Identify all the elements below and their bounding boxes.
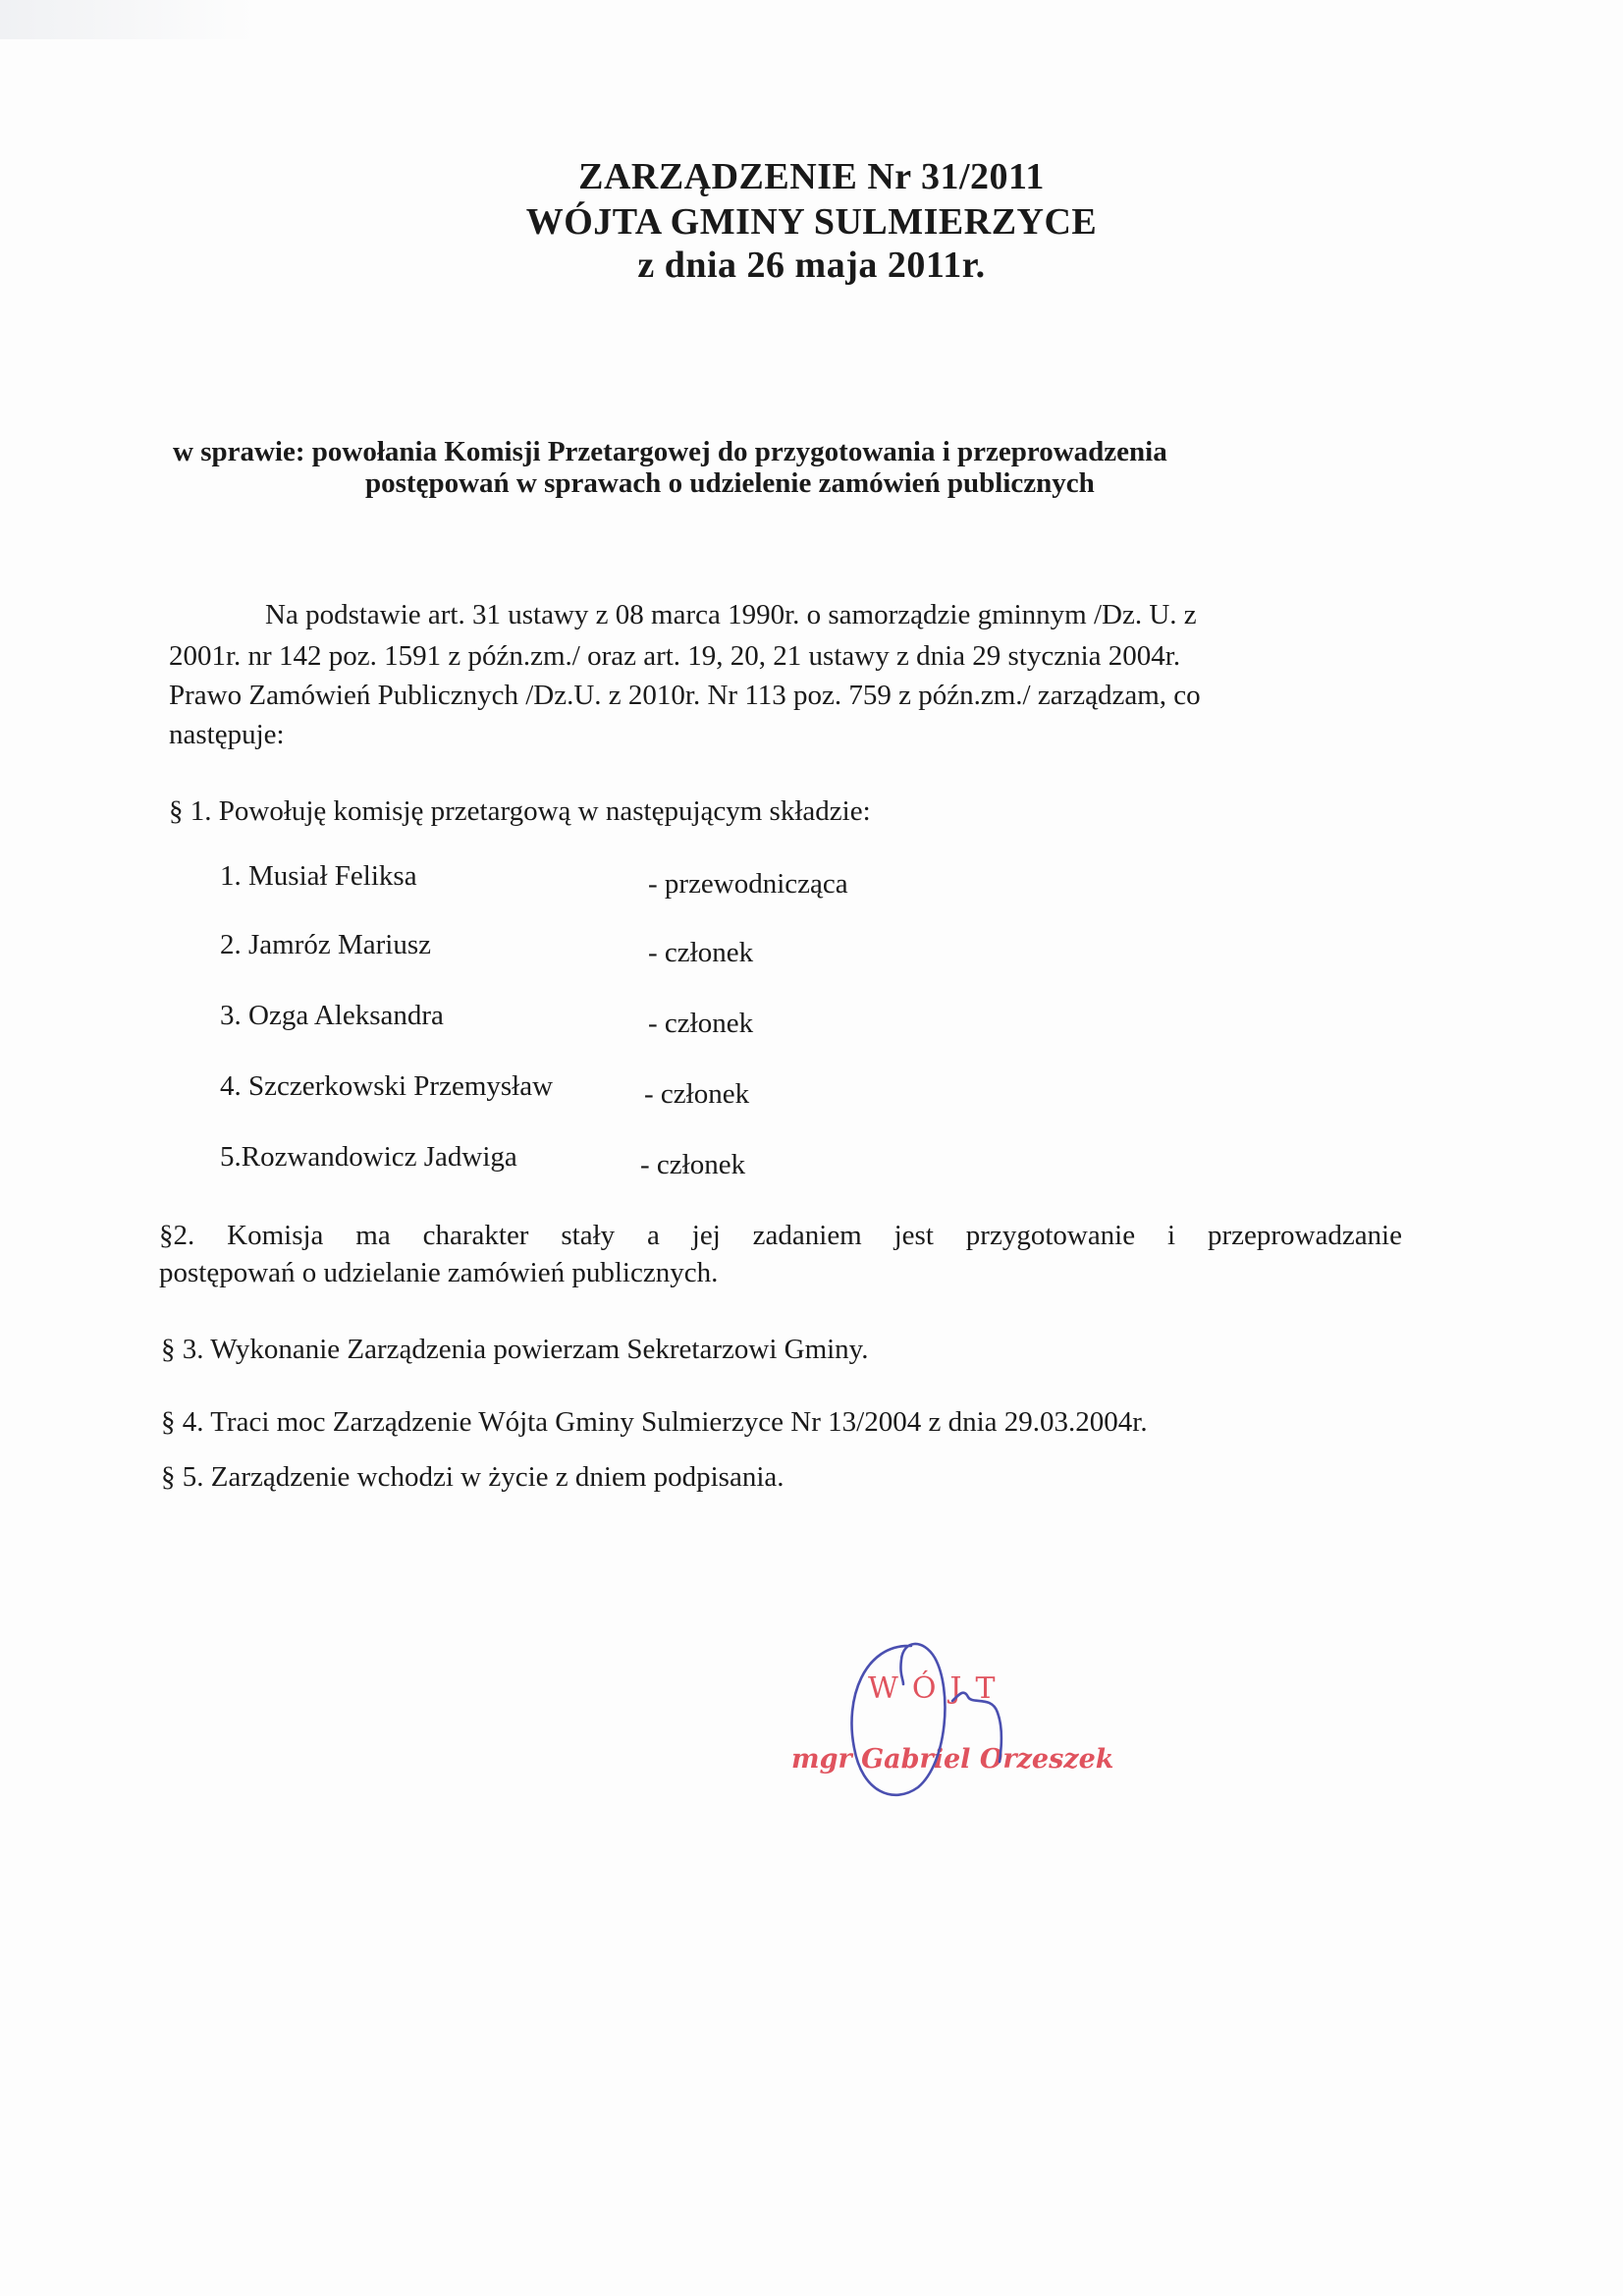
section-4-text: § 4. Traci moc Zarządzenie Wójta Gminy Sulmierzyce Nr 13/2004 z dnia 29.03.2004r.	[161, 1406, 1148, 1438]
stamp-name: mgr Gabriel Orzeszek	[791, 1744, 1114, 1775]
section-2-line-2: postępowań o udzielanie zamówień publicznych.	[159, 1257, 719, 1288]
member-name: 4. Szczerkowski Przemysław	[220, 1070, 554, 1102]
document-issuer: WÓJTA GMINY SULMIERZYCE	[525, 201, 1098, 243]
handwritten-signature	[825, 1630, 1060, 1817]
stamp-title: WÓJT	[868, 1671, 1009, 1706]
member-role: - członek	[648, 1008, 754, 1039]
signature-tail-stroke	[952, 1693, 1001, 1762]
subject-line-1: w sprawie: powołania Komisji Przetargowej do przygotowania i przeprowadzenia	[173, 436, 1167, 467]
section-2-line-1: §2. Komisja ma charakter stały a jej zadaniem jest przygotowanie i przeprowadzanie	[159, 1220, 1402, 1251]
member-name: 2. Jamróz Mariusz	[220, 929, 432, 960]
preamble-line-3: Prawo Zamówień Publicznych /Dz.U. z 2010r. Nr 113 poz. 759 z późn.zm./ zarządzam, co	[169, 680, 1201, 711]
document-date: z dnia 26 maja 2011r.	[637, 245, 986, 286]
subject-line-2: postępowań w sprawach o udzielenie zamówień publicznych	[365, 467, 1095, 499]
member-name: 5.Rozwandowicz Jadwiga	[220, 1141, 517, 1173]
section-1-text: § 1. Powołuję komisję przetargową w następującym składzie:	[169, 795, 871, 827]
member-name: 1. Musiał Feliksa	[220, 860, 417, 892]
member-name: 3. Ozga Aleksandra	[220, 1000, 444, 1031]
section-3-text: § 3. Wykonanie Zarządzenia powierzam Sekretarzowi Gminy.	[161, 1334, 869, 1365]
member-role: - przewodnicząca	[648, 868, 848, 900]
document-title: ZARZĄDZENIE Nr 31/2011	[578, 156, 1045, 197]
member-role: - członek	[640, 1149, 746, 1180]
scan-artifact	[0, 0, 255, 39]
preamble-line-1: Na podstawie art. 31 ustawy z 08 marca 1990r. o samorządzie gminnym /Dz. U. z	[265, 599, 1197, 630]
member-role: - członek	[648, 937, 754, 968]
signature-oval-stroke	[851, 1644, 945, 1795]
preamble-line-2: 2001r. nr 142 poz. 1591 z późn.zm./ oraz art. 19, 20, 21 ustawy z dnia 29 stycznia 2004r.	[169, 640, 1181, 672]
section-5-text: § 5. Zarządzenie wchodzi w życie z dniem podpisania.	[161, 1461, 784, 1493]
member-role: - członek	[644, 1078, 750, 1110]
preamble-line-4: następuje:	[169, 719, 285, 750]
